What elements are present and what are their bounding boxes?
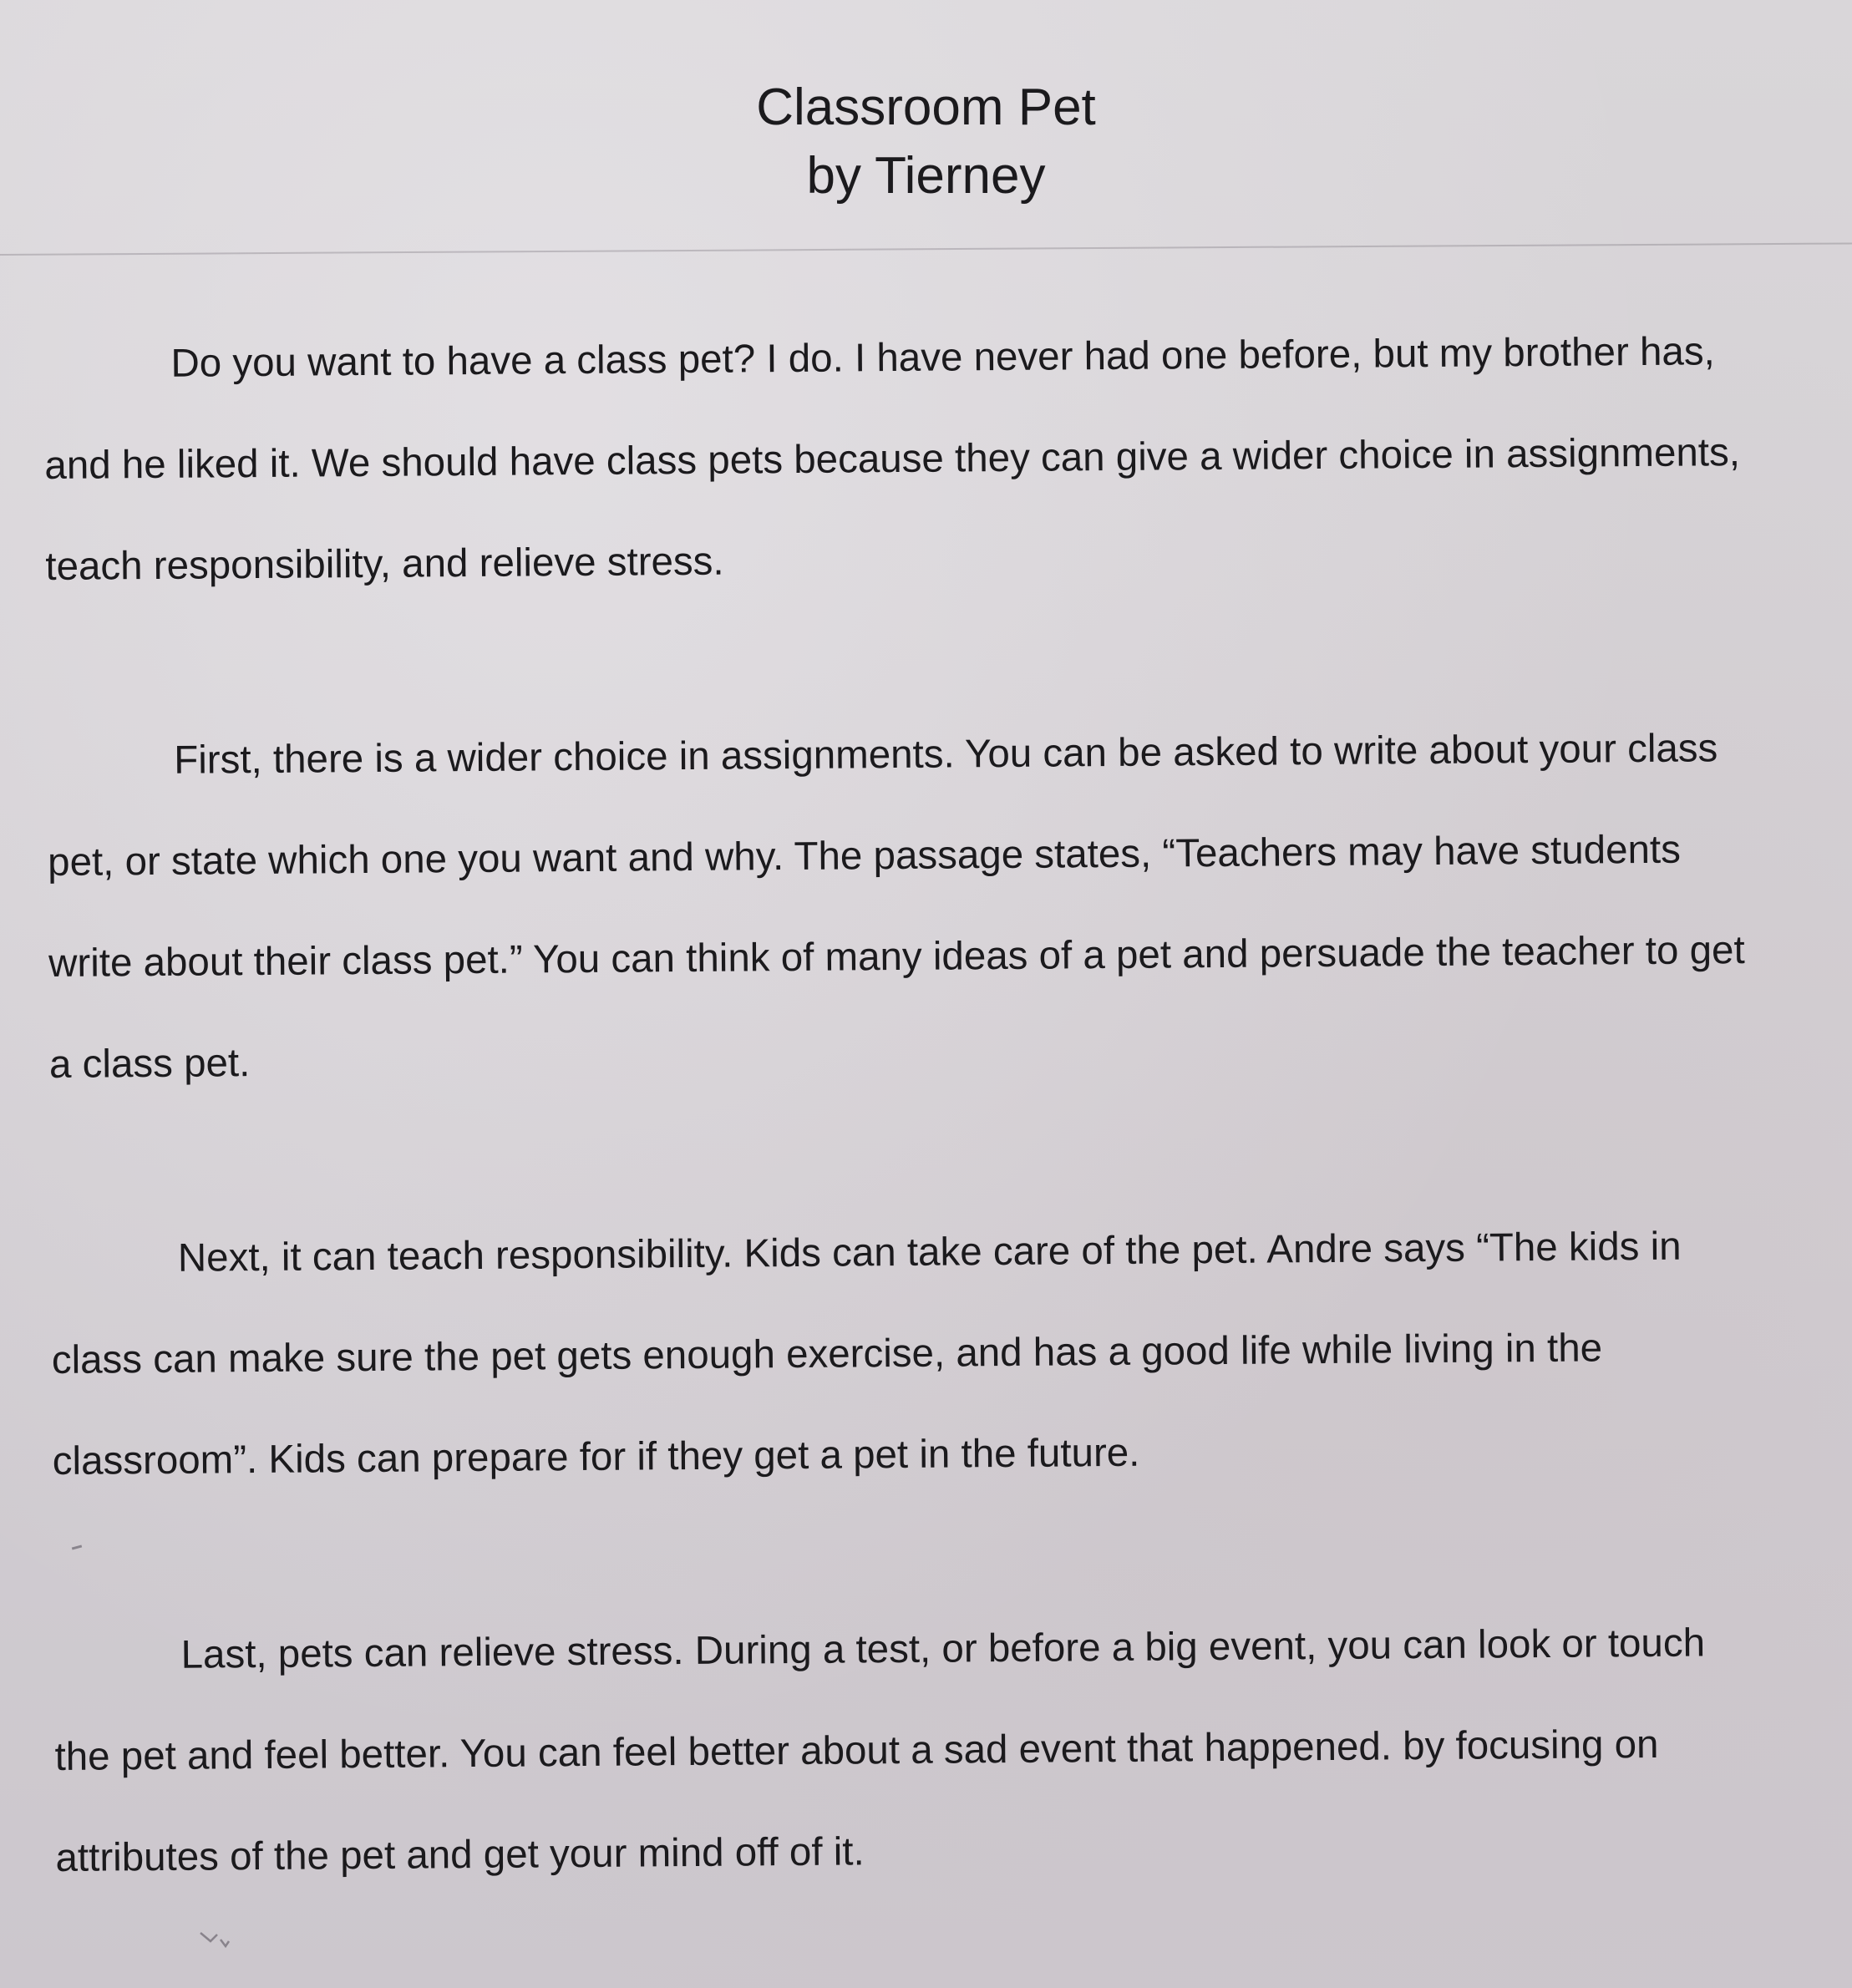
essay-body [43,301,1769,1988]
fold-line [0,242,1852,256]
paragraph-assignments: First, there is a wider choice in assignments. You can be asked to write about your class pet, or state which one you want and why. The passage states, “Teachers may have students write about their class pet.” You can think of many ideas of a pet and persuade the teacher to get a class pet. [47,726,1745,1087]
essay-byline: by Tierney [806,147,1046,205]
paragraph-intro: Do you want to have a class pet? I do. I have never had one before, but my brother has, and he liked it. We should have class pets because they can give a wider choice in assignments, teach responsibility, and relieve stress. [44,329,1741,589]
paragraph-stress: Last, pets can relieve stress. During a test, or before a big event, you can look or touch the pet and feel better. You can feel better about a sad event that happened. by focusing on attributes of the pet and get your mind off of it. [54,1620,1706,1880]
pencil-check-mark [199,1930,239,1951]
essay-header [0,74,1852,210]
paragraph-responsibility: Next, it can teach responsibility. Kids can take care of the pet. Andre says “The kids in class can make sure the pet gets enough exercise, and has a good life while living in the classroom”. Kids can prepare for if they get a pet in the future. [51,1224,1682,1483]
essay-title: Classroom Pet [756,79,1096,136]
